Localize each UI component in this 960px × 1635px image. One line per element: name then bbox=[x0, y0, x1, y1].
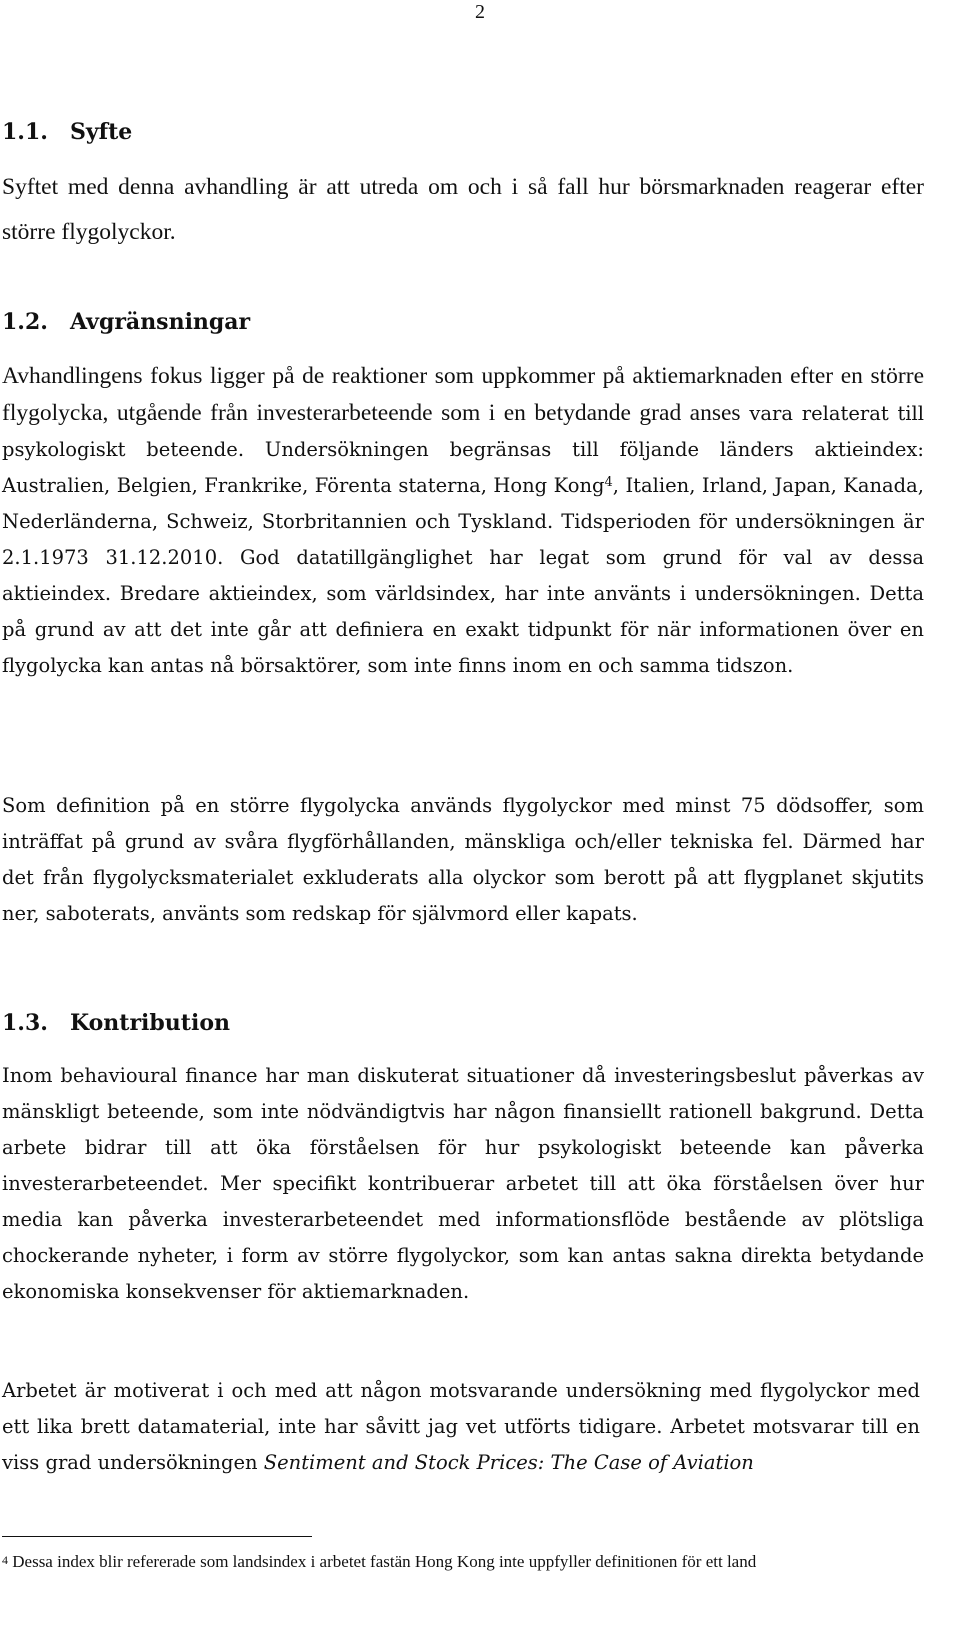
section-heading-avgransningar bbox=[2, 307, 250, 337]
section-heading-syfte bbox=[2, 117, 132, 147]
paragraph-kontribution-1: Inom behavioural finance har man diskuterat situationer då investeringsbeslut påverkas av mänskligt beteende, som inte nödvändigtvis har någon finansiellt rationell bakgrund. Detta arbete bidrar till att öka förståelsen för hur psykologiskt beteende kan påverka investerarbeteendet. Mer specifikt kontribuerar arbetet till att öka förståelsen över hur media kan påverka investerarbeteendet med informationsflöde bestående av plötsliga chockerande nyheter, i form av större flygolyckor, som kan antas sakna direkta betydande ekonomiska konsekvenser för aktiemarknaden. bbox=[2, 1064, 924, 1303]
section-title: Syfte bbox=[70, 119, 133, 145]
paragraph-avgransningar-2: Som definition på en större flygolycka används flygolyckor med minst 75 dödsoffer, som inträffat på grund av svåra flygförhållanden, mänskliga och/eller tekniska fel. Därmed har det från flygolycksmaterialet exkluderats alla olyckor som berott på att flygplanet skjutits ner, saboterats, använts som redskap för självmord eller kapats. bbox=[2, 794, 924, 925]
page-number: 2 bbox=[475, 1, 485, 23]
footnote-reference: 4 bbox=[604, 475, 613, 490]
section-title: Kontribution bbox=[70, 1010, 230, 1036]
paragraph-avgransningar-1 bbox=[2, 358, 924, 684]
section-number: 1.2. bbox=[2, 309, 48, 335]
paragraph-text: Arbetet är motiverat i och med att någon motsvarande undersökning med flygolyckor med ett lika brett datamaterial, inte har såvitt jag vet utförts tidigare. Arbetet motsvarar till en viss grad undersökningen bbox=[2, 1379, 920, 1474]
section-title: Avgränsningar bbox=[70, 309, 251, 335]
section-heading-kontribution bbox=[2, 1008, 230, 1038]
paragraph-kontribution-2 bbox=[2, 1373, 920, 1481]
footnote bbox=[2, 1547, 922, 1575]
section-number: 1.1. bbox=[2, 119, 48, 145]
paragraph-text: vara relaterat till psykologiskt beteende. Undersökningen begränsas till följande länders aktieindex: Australien, Belgien, Frankrike, Förenta staterna, Hong Kong bbox=[2, 402, 925, 497]
paragraph-syfte: Syftet med denna avhandling är att utreda om och i så fall hur börsmarknaden reagerar efter större flygolyckor. bbox=[2, 174, 924, 245]
footnote-text: Dessa index blir refererade som landsindex i arbetet fastän Hong Kong inte uppfyller definitionen för ett land bbox=[8, 1552, 757, 1571]
footnote-number: 4 bbox=[2, 1553, 8, 1567]
paragraph-text: , Italien, Irland, Japan, Kanada, Nederländerna, Schweiz, Storbritannien och Tyskland. Tidsperioden för undersökningen är 2.1.1973 31.12.2010. God datatillgänglighet har legat som grund för val av dessa aktieindex. Bredare aktieindex, som världsindex, har inte använts i undersökningen. Detta på grund av att det inte går att definiera en exakt tidpunkt för när informationen över en flygolycka kan antas nå börsaktörer, som inte finns inom en och samma tidszon. bbox=[2, 474, 924, 677]
footnote-separator bbox=[2, 1536, 312, 1537]
section-number: 1.3. bbox=[2, 1010, 48, 1036]
cited-title: Sentiment and Stock Prices: The Case of Aviation bbox=[263, 1451, 754, 1474]
paragraph-text: Avhandlingens fokus ligger på de reaktioner som uppkommer på aktiemarknaden efter en större flygolycka, utgående från investerarbeteende som i en betydande grad anses bbox=[2, 363, 924, 426]
